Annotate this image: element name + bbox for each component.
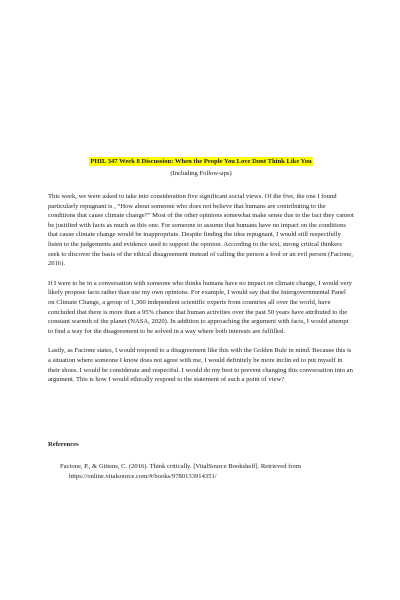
document-page [48,0,354,600]
reference-entry: Facione, P., & Gittens, C. (2016). Think critically. [VitalSource Bookshelf]. Retrieved from https://online.vitalsource.com/#/books/9780133914351/ [60,463,301,480]
paragraph-2: If I were to be in a conversation with someone who thinks humans have no impact on climate change, I would very likely propose facts rather than use my own opinions. For example, I would say that the Intergovernmental Panel on Climate Change, a group of 1,300 independent scientific experts from countries all over the world, have concluded that there is more than a 95% chance that human activities over the past 50 years have attributed to the constant warmth of the planet (NASA, 2020). In addition to approaching the argument with facts, I would attempt to find a way for the disagreement to be solved in a way where both interests are fulfilled. [48,279,352,335]
paragraph-3: Lastly, as Facione states, I would respond to a disagreement like this with the Golden Rule in mind. Because this is a situation where someone I know does not agree with me, I would definitely be more inclin ed to put myself in their shoes. I would be considerate and respectful. I would do my best to prevent changing this conversation into an argument. This is how I would ethically respond to the statement of such a point of view? [48,347,353,384]
paragraph-1: This week, we were asked to take into consideration five significant social views. Of the five, the one I found particularly repugnant is , “How about someone who does not believe that humans are contributing to the conditions that cause climate change?” Most of the other opinions somewhat make sense due to the fact they cannot be justified with facts as much as this one. For someone to assume that humans have no impact on the conditions that cause climate change would be inappropriate. Despite finding the idea repugnant, I would still respectfully listen to the judgements and evidence used to support the opinion. According to the text, strong critical thinkers seek to discover the basis of the ethical disagreement instead of calling the person a fool or an evil person (Facione, 2016). [48,193,354,268]
references-heading: References [48,441,79,448]
document-subtitle: (Including Follow-ups) [170,170,232,177]
document-body [48,192,354,395]
title-container [48,150,354,168]
document-title: PHIL 347 Week 8 Discussion: When the People You Love Dont Think Like You [90,158,312,165]
